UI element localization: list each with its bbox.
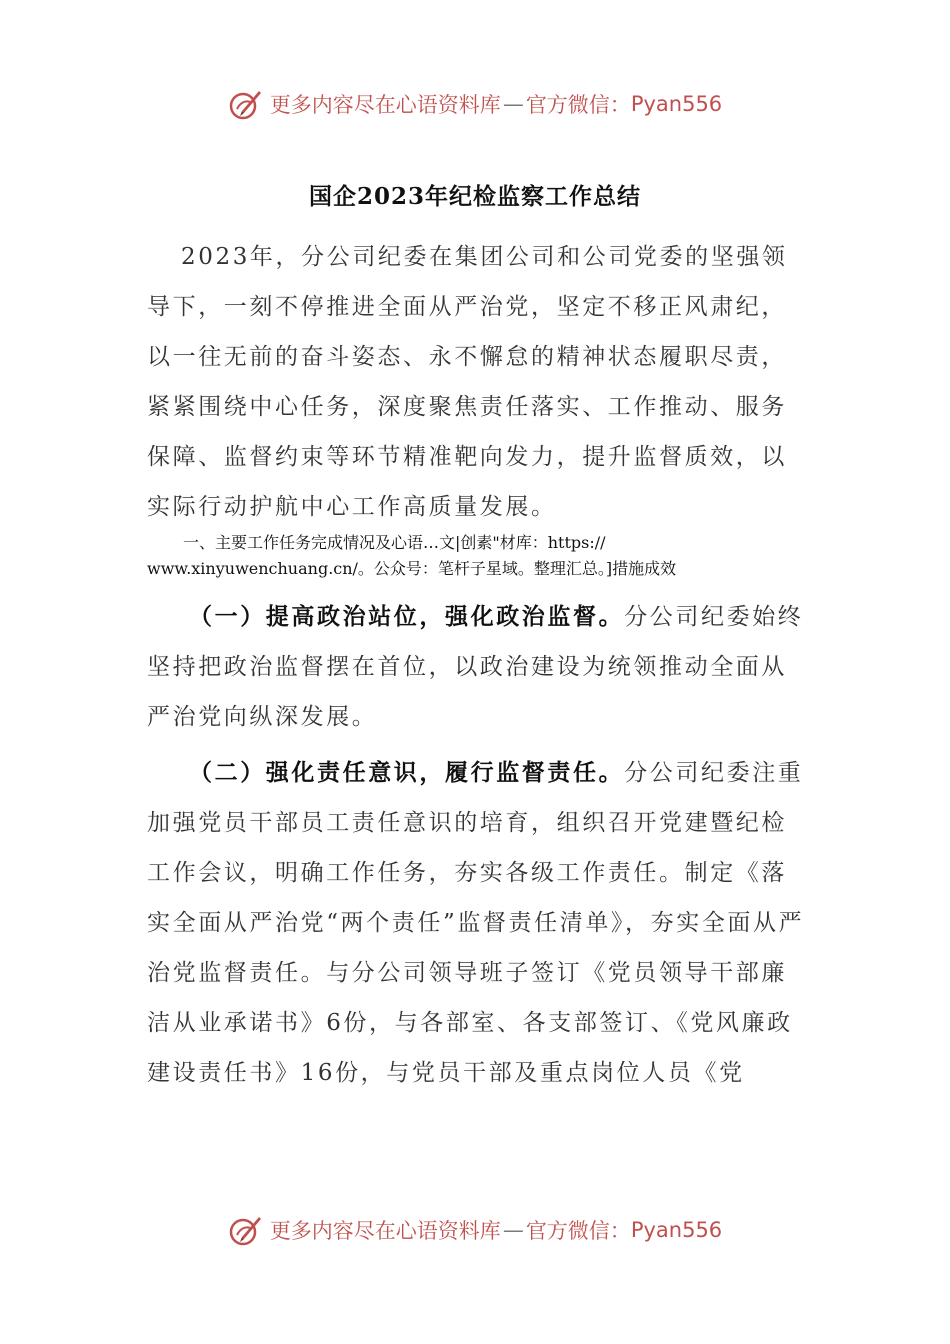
header-wechat-label: 官方微信： <box>525 93 631 117</box>
footer-separator: — <box>502 1218 524 1242</box>
header-promo-text: 更多内容尽在心语资料库 <box>269 93 501 117</box>
footer-wechat-id: Pyan556 <box>630 1218 723 1242</box>
header-separator: — <box>502 92 524 116</box>
footer-promo-text: 更多内容尽在心语资料库 <box>269 1219 501 1243</box>
item2-heading: （二）强化责任意识，履行监督责任。 <box>189 759 625 786</box>
item1-body: 分公司纪委始终坚持把政治监督摆在首位，以政治建设为统领推动全面从严治党向纵深发展。 <box>147 604 804 730</box>
item1-paragraph <box>147 592 807 742</box>
section-heading <box>147 530 807 582</box>
intro-paragraph: 2023年，分公司纪委在集团公司和公司党委的坚强领导下，一刻不停推进全面从严治党，坚定不移正风肃纪，以一往无前的奋斗姿态、永不懈怠的精神状态履职尽责，紧紧围绕中心任务，深度聚焦责任落实、工作推动、服务保障、监督约束等环节精准靶向发力，提升监督质效，以实际行动护航中心工作高质量发展。 <box>147 244 788 520</box>
footer-banner <box>0 1210 950 1250</box>
header-wechat-id: Pyan556 <box>630 92 723 116</box>
section-heading-line1: 一、主要工作任务完成情况及心语…文|创素"材库：https:// <box>183 533 606 552</box>
section-heading-line2: www.xinyuwenchuang.cn/。公众号：笔杆子星域。整理汇总。]措施成效 <box>147 559 677 578</box>
header-banner <box>0 84 950 124</box>
item2-paragraph <box>147 748 807 1098</box>
footer-wechat-label: 官方微信： <box>525 1219 631 1243</box>
item2-body: 分公司纪委注重加强党员干部员工责任意识的培育，组织召开党建暨纪检工作会议，明确工作任务，夯实各级工作责任。制定《落实全面从严治党“两个责任”监督责任清单》，夯实全面从严治党监督责任。与分公司领导班子签订《党员领导干部廉洁从业承诺书》6份，与各部室、各支部签订、《党风廉政建设责任书》16份，与党员干部及重点岗位人员《党 <box>147 760 805 1086</box>
pen-logo-icon <box>228 1213 262 1247</box>
pen-logo-icon <box>228 87 262 121</box>
item1-heading: （一）提高政治站位，强化政治监督。 <box>189 603 625 630</box>
document-title: 国企2023年纪检监察工作总结 <box>308 183 641 210</box>
